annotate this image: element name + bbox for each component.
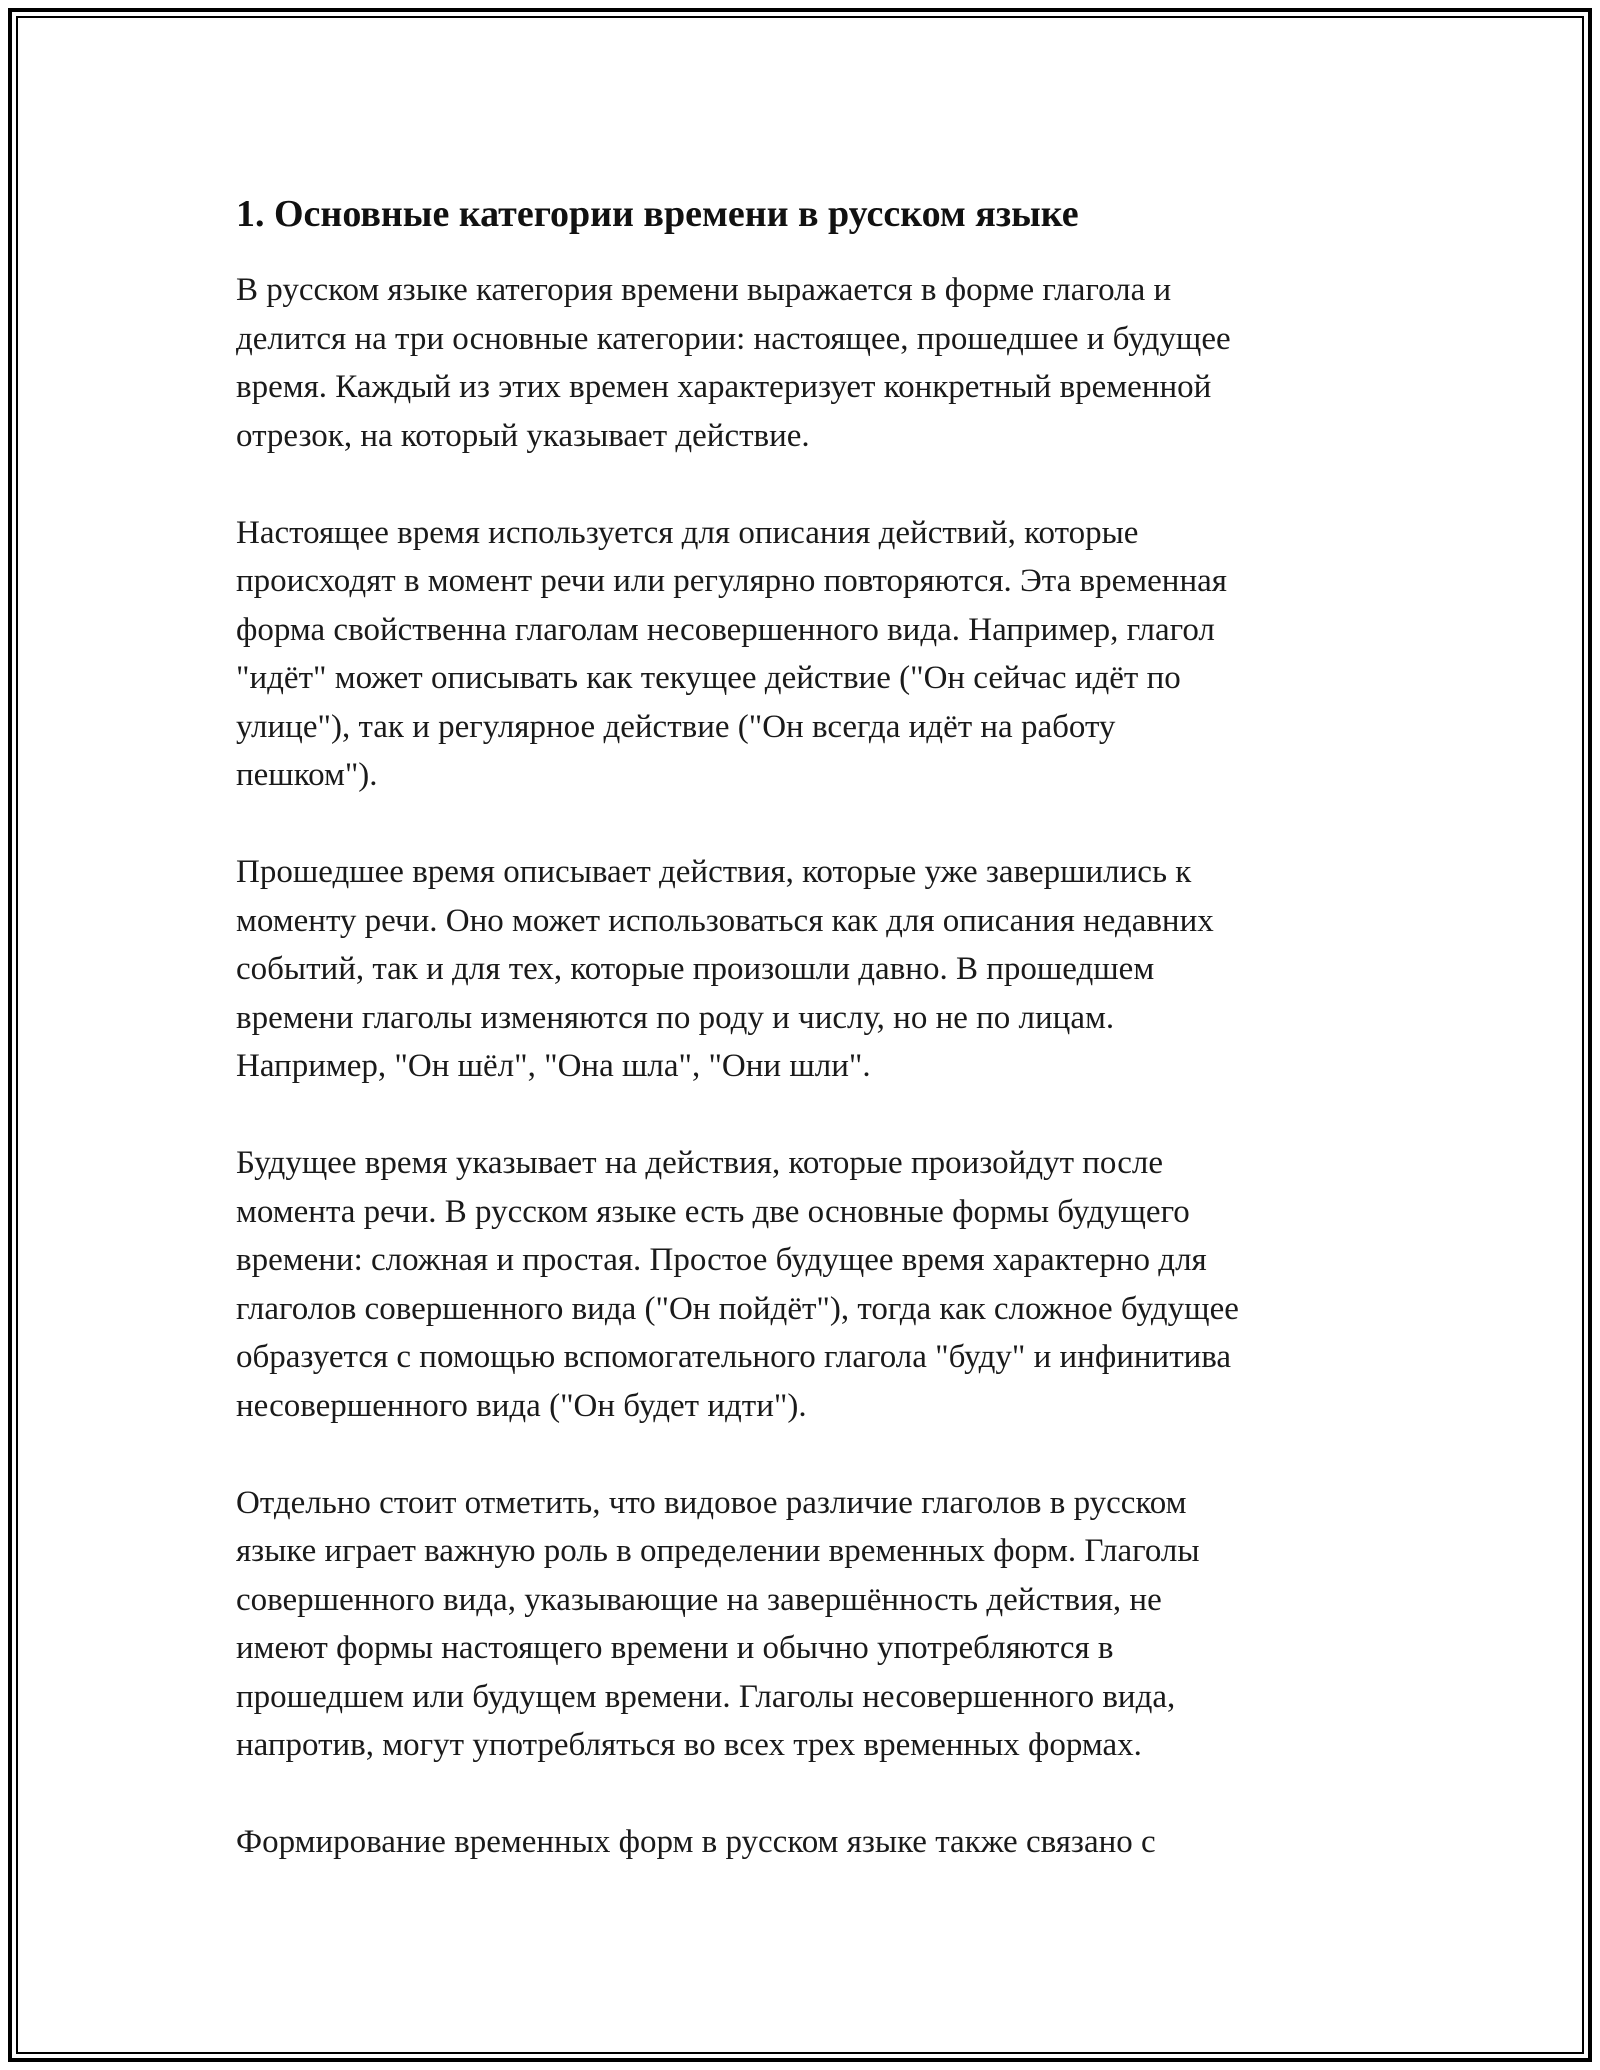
paragraph-past-tense	[236, 848, 1386, 1091]
text-line: Настоящее время используется для описания действий, которые	[236, 514, 1139, 551]
text-line: глаголов совершенного вида ("Он пойдёт"), тогда как сложное будущее	[236, 1290, 1239, 1327]
text-line: Формирование временных форм в русском языке также связано с	[236, 1824, 1156, 1860]
text-line: отрезок, на который указывает действие.	[236, 417, 810, 454]
text-line: пешком").	[236, 757, 378, 793]
paragraph-formation	[236, 1818, 1386, 1867]
text-line: Будущее время указывает на действия, которые произойдут после	[236, 1145, 1163, 1181]
text-line: В русском языке категория времени выражается в форме глагола и	[236, 272, 1172, 308]
paragraph-present-tense	[236, 509, 1386, 800]
text-line: имеют формы настоящего времени и обычно употребляются в	[236, 1630, 1114, 1666]
text-line: несовершенного вида ("Он будет идти").	[236, 1387, 807, 1424]
text-line: событий, так и для тех, которые произошли давно. В прошедшем	[236, 951, 1155, 987]
text-line: моменту речи. Оно может использоваться как для описания недавних	[236, 902, 1214, 939]
text-line: форма свойственна глаголам несовершенного вида. Например, глагол	[236, 611, 1215, 648]
text-line: времени глаголы изменяются по роду и числу, но не по лицам.	[236, 999, 1115, 1036]
section-heading: 1. Основные категории времени в русском языке	[236, 193, 1079, 235]
text-line: Отдельно стоит отметить, что видовое различие глаголов в русском	[236, 1484, 1187, 1521]
text-line: образуется с помощью вспомогательного глагола "буду" и инфинитива	[236, 1339, 1232, 1375]
paragraph-present-intro	[236, 266, 1386, 460]
text-line: Например, "Он шёл", "Она шла", "Они шли".	[236, 1048, 871, 1084]
text-line: происходят в момент речи или регулярно повторяются. Эта временная	[236, 563, 1227, 599]
text-line: прошедшем или будущем времени. Глаголы несовершенного вида,	[236, 1678, 1176, 1715]
text-line: момента речи. В русском языке есть две основные формы будущего	[236, 1193, 1190, 1230]
text-line: времени: сложная и простая. Простое будущее время характерно для	[236, 1242, 1207, 1278]
text-line: языке играет важную роль в определении временных форм. Глаголы	[236, 1533, 1200, 1569]
text-line: Прошедшее время описывает действия, которые уже завершились к	[236, 854, 1192, 890]
paragraph-aspect	[236, 1479, 1386, 1770]
paragraph-future-tense	[236, 1139, 1386, 1430]
text-line: совершенного вида, указывающие на завершённость действия, не	[236, 1581, 1162, 1618]
document-body	[236, 186, 1386, 1915]
text-line: "идёт" может описывать как текущее действие ("Он сейчас идёт по	[236, 660, 1181, 696]
text-line: время. Каждый из этих времен характеризует конкретный временной	[236, 369, 1212, 405]
text-line: делится на три основные категории: настоящее, прошедшее и будущее	[236, 320, 1231, 357]
text-line: напротив, могут употребляться во всех трех временных формах.	[236, 1727, 1142, 1763]
text-line: улице"), так и регулярное действие ("Он всегда идёт на работу	[236, 708, 1116, 745]
